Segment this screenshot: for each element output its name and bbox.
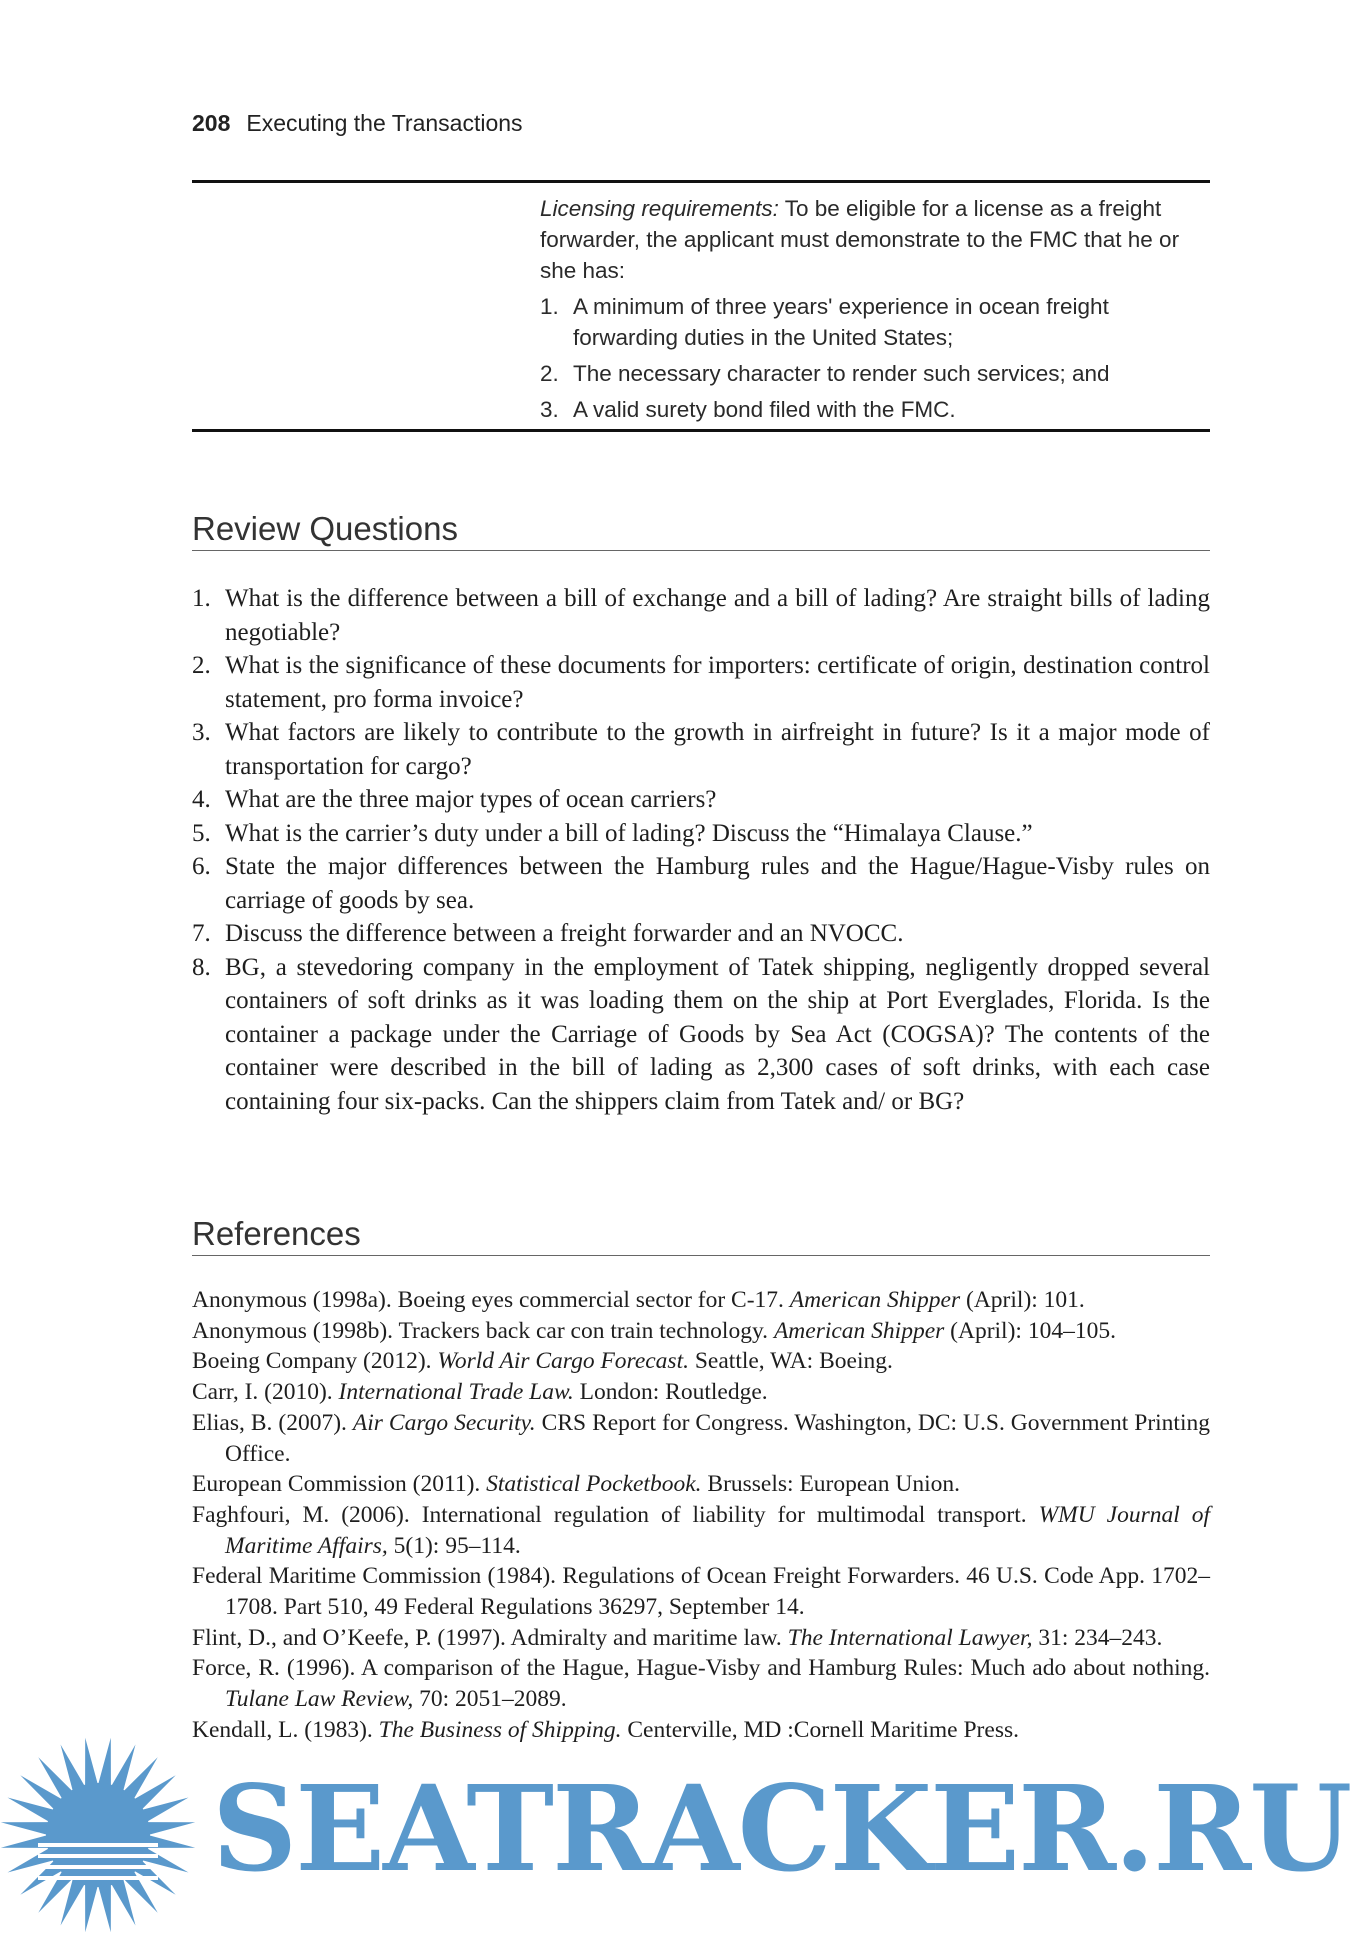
references-list	[192, 1285, 1210, 1746]
question-item: 6. State the major differences between the Hamburg rules and the Hague/Hague-Visby rules on carriage of goods by sea.	[192, 853, 1210, 914]
list-item: 1. A minimum of three years' experience in ocean freight forwarding duties in the United States;	[540, 294, 1109, 350]
licensing-requirements-box	[192, 180, 1210, 432]
sun-band	[38, 1854, 158, 1858]
sun-band	[38, 1876, 158, 1880]
licensing-intro-text: To be eligible for a license as a freight forwarder, the applicant must demonstrate to the FMC that he or she has:	[540, 196, 1180, 283]
reference-item: European Commission (2011). Statistical Pocketbook. Brussels: European Union.	[192, 1471, 960, 1498]
reference-item: Elias, B. (2007). Air Cargo Security. CRS Report for Congress. Washington, DC: U.S. Government Printing Office.	[192, 1409, 1210, 1467]
licensing-intro	[540, 193, 1200, 286]
question-item: 3. What factors are likely to contribute to the growth in airfreight in future? Is it a major mode of transportation for cargo?	[192, 719, 1210, 780]
reference-item: Anonymous (1998a). Boeing eyes commercial sector for C-17. American Shipper (April): 101.	[192, 1287, 1085, 1313]
review-questions-heading: Review Questions	[192, 510, 1210, 551]
reference-item: Anonymous (1998b). Trackers back car con train technology. American Shipper (April): 104–105.	[192, 1317, 1116, 1344]
licensing-label: Licensing requirements:	[540, 196, 779, 221]
watermark-text: SEATRACKER.RU	[212, 1759, 1351, 1898]
reference-item: Federal Maritime Commission (1984). Regulations of Ocean Freight Forwarders. 46 U.S. Code App. 1702–1708. Part 510, 49 Federal Regulations 36297, September 14.	[192, 1563, 1210, 1621]
question-item: 1. What is the difference between a bill of exchange and a bill of lading? Are straight bills of lading negotiable?	[192, 585, 1210, 646]
question-item: 8. BG, a stevedoring company in the employment of Tatek shipping, negligently dropped several containers of soft drinks as it was loading them on the ship at Port Everglades, Florida. Is the container a package under the Carriage of Goods by Sea Act (COGSA)? The contents of the container were described in the bill of lading as 2,300 cases of soft drinks, with each case containing four six-packs. Can the shippers claim from Tatek and/ or BG?	[192, 953, 1210, 1115]
list-item: 2. The necessary character to render such services; and	[540, 361, 1110, 386]
reference-item: Kendall, L. (1983). The Business of Shipping. Centerville, MD :Cornell Maritime Press.	[192, 1716, 1019, 1743]
question-item: 2. What is the significance of these documents for importers: certificate of origin, destination control statement, pro forma invoice?	[192, 652, 1210, 713]
sun-icon	[1, 1738, 195, 1932]
review-questions-list	[192, 582, 1210, 1118]
list-item: 3. A valid surety bond filed with the FMC.	[540, 397, 956, 422]
question-item: 7. Discuss the difference between a freight forwarder and an NVOCC.	[192, 920, 904, 947]
reference-item: Faghfouri, M. (2006). International regulation of liability for multimodal transport. WMU Journal of Maritime Affairs, 5(1): 95–114.	[192, 1501, 1210, 1559]
running-header	[192, 110, 523, 137]
licensing-requirements-content	[540, 193, 1200, 430]
reference-item: Flint, D., and O’Keefe, P. (1997). Admiralty and maritime law. The International Lawyer, 31: 234–243.	[192, 1624, 1163, 1651]
reference-item: Carr, I. (2010). International Trade Law. London: Routledge.	[192, 1379, 768, 1406]
licensing-requirements-list	[540, 291, 1200, 425]
sun-disc	[46, 1783, 150, 1887]
reference-item: Force, R. (1996). A comparison of the Hague, Hague-Visby and Hamburg Rules: Much ado about nothing. Tulane Law Review, 70: 2051–2089.	[192, 1655, 1210, 1713]
sun-band	[38, 1843, 158, 1847]
question-item: 5. What is the carrier’s duty under a bill of lading? Discuss the “Himalaya Clause.”	[192, 819, 1033, 847]
sun-band	[38, 1865, 158, 1869]
question-item: 4. What are the three major types of ocean carriers?	[192, 786, 717, 813]
references-heading: References	[192, 1215, 1210, 1256]
reference-item: Boeing Company (2012). World Air Cargo Forecast. Seattle, WA: Boeing.	[192, 1348, 893, 1375]
running-title: Executing the Transactions	[246, 110, 523, 136]
page-number: 208	[192, 110, 231, 136]
